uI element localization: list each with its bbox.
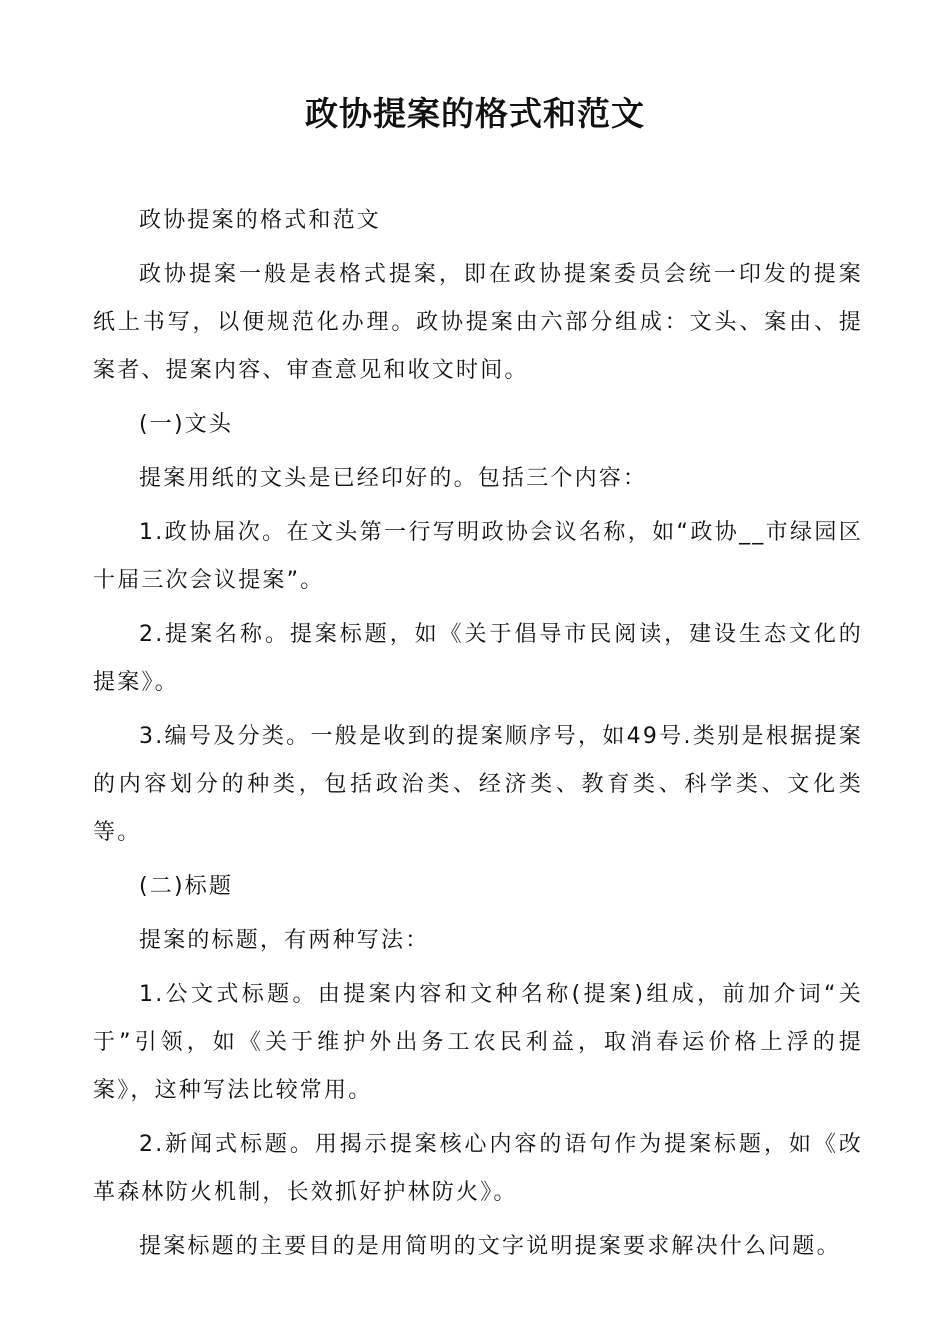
paragraph-overview: 政协提案一般是表格式提案，即在政协提案委员会统一印发的提案纸上书写，以便规范化办理。政协提案由六部分组成：文头、案由、提案者、提案内容、审查意见和收文时间。 bbox=[93, 262, 863, 383]
list-item-session: 1.政协届次。在文头第一行写明政协会议名称，如“政协__市绿园区十届三次会议提案”。 bbox=[93, 520, 863, 593]
document-title: 政协提案的格式和范文 bbox=[305, 94, 645, 133]
list-item-official-title: 1.公文式标题。由提案内容和文种名称(提案)组成，前加介词“关于”引领，如《关于维护外出务工农民利益，取消春运价格上浮的提案》，这种写法比较常用。 bbox=[93, 982, 863, 1103]
list-item-name: 2.提案名称。提案标题，如《关于倡导市民阅读，建设生态文化的提案》。 bbox=[93, 622, 863, 695]
paragraph-header-contents: 提案用纸的文头是已经印好的。包括三个内容： bbox=[139, 466, 648, 491]
paragraph-title-purpose: 提案标题的主要目的是用简明的文字说明提案要求解决什么问题。 bbox=[139, 1234, 841, 1259]
paragraph-intro-heading: 政协提案的格式和范文 bbox=[139, 208, 382, 233]
paragraph-title-methods: 提案的标题，有两种写法： bbox=[139, 928, 430, 953]
list-item-news-title: 2.新闻式标题。用揭示提案核心内容的语句作为提案标题，如《改革森林防火机制，长效抓好护林防火》。 bbox=[93, 1132, 863, 1205]
document-body bbox=[93, 197, 863, 1277]
section-heading-header: (一)文头 bbox=[139, 412, 234, 437]
list-item-number-category: 3.编号及分类。一般是收到的提案顺序号，如49号.类别是根据提案的内容划分的种类，包括政治类、经济类、教育类、科学类、文化类等。 bbox=[93, 724, 863, 845]
section-heading-title: (二)标题 bbox=[139, 874, 234, 899]
